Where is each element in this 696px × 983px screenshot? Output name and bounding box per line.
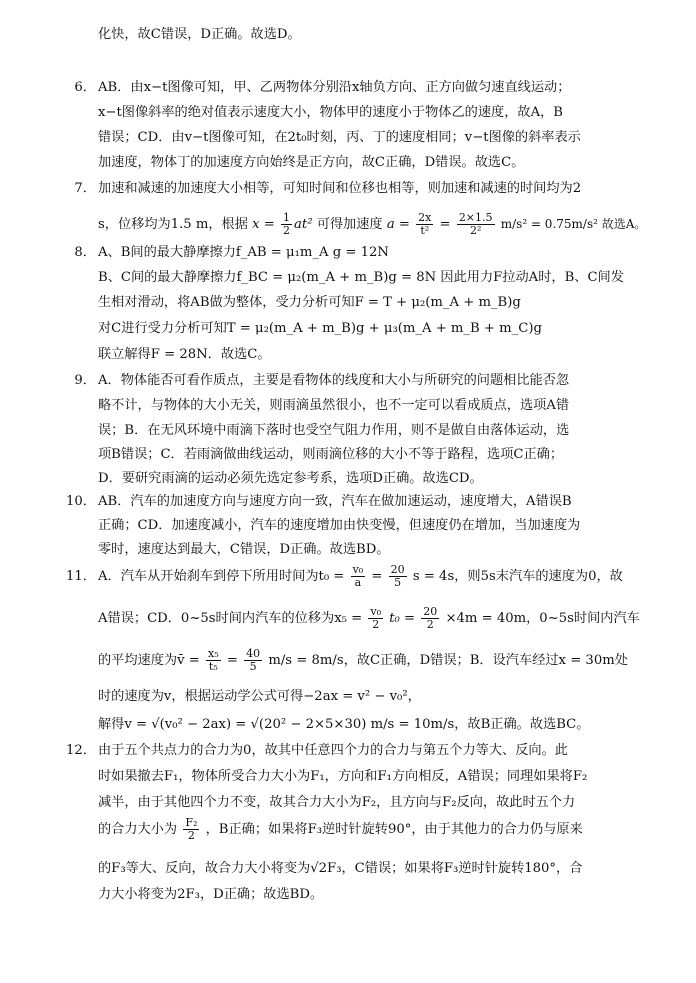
- formula-line: [98, 815, 583, 845]
- formula-line: [98, 604, 640, 634]
- text-fragment: s = 4s，则5s末汽车的速度为0，故: [412, 569, 623, 584]
- text-fragment: 的合力大小为: [98, 822, 178, 837]
- formula-line: [98, 646, 628, 676]
- item-number: 6．: [74, 80, 96, 95]
- text-line: 减半，由于其他四个力不变，故其合力大小为F₂，且方向与F₂反向，故此时五个力: [98, 795, 576, 810]
- text-line: A．物体能否可看作质点，主要是看物体的线度和大小与所研究的问题相比能否忽: [98, 373, 570, 388]
- formula-line: [98, 207, 646, 242]
- text-line: AB．汽车的加速度方向与速度方向一致，汽车在做加速运动，速度增大，A错误B: [98, 494, 572, 509]
- formula-fragment: =: [226, 653, 238, 668]
- text-fragment: A错误；CD．0~5s时间内汽车的位移为x₅ =: [98, 611, 363, 626]
- text-line: 误；B．在无风环境中雨滴下落时也受空气阻力作用，则不是做自由落体运动，选: [98, 423, 570, 438]
- fraction: $\frac{20}{2}$: [423, 605, 438, 631]
- item-number: 12．: [66, 743, 96, 758]
- text-line: 解得v = √(v₀² − 2ax) = √(20² − 2×5×30) m/s = 10m/s，故B正确。故选BC。: [98, 717, 590, 732]
- fraction: $\frac{20}{5}$: [390, 563, 405, 589]
- formula-fragment: at²: [294, 217, 313, 232]
- item-number: 8．: [74, 245, 96, 260]
- text-line: 时的速度为v，根据运动学公式可得−2ax = v² − v₀²，: [98, 689, 421, 704]
- text-line: x−t图像斜率的绝对值表示速度大小，物体甲的速度小于物体乙的速度，故A，B: [98, 105, 563, 120]
- text-line: AB．由x−t图像可知，甲、乙两物体分别沿x轴负方向、正方向做匀速直线运动；: [98, 80, 571, 95]
- text-line: 零时，速度达到最大，C错误，D正确。故选BD。: [98, 542, 390, 557]
- text-fragment: A．汽车从开始刹车到停下所用时间为t₀ =: [98, 569, 345, 584]
- text-line: 化快，故C错误，D正确。故选D。: [98, 27, 301, 42]
- text-line: 错误；CD．由v−t图像可知，在2t₀时刻，丙、丁的速度相同；v−t图像的斜率表示: [98, 130, 581, 145]
- text-line: 时如果撤去F₁，物体所受合力大小为F₁，方向和F₁方向相反，A错误；同理如果将F₂: [98, 769, 588, 784]
- text-fragment: m/s = 8m/s，故C正确，D错误；B．设汽车经过x = 30m处: [268, 653, 628, 668]
- formula-line: [98, 562, 623, 592]
- text-line: 联立解得F = 28N．故选C。: [98, 347, 271, 362]
- item-number: 10．: [66, 494, 96, 509]
- text-line: A、B间的最大静摩擦力f_AB = μ₁m_A g = 12N: [98, 245, 389, 260]
- item-number: 7．: [74, 181, 96, 196]
- text-fragment: 可得加速度: [316, 217, 383, 232]
- formula-fragment: =: [439, 217, 451, 232]
- text-fragment: ，B正确；如果将F₃逆时针旋转90°，由于其他力的合力仍与原来: [205, 822, 583, 837]
- fraction: $\frac{\text{v₀}}{a}$: [352, 563, 364, 589]
- fraction: $\frac{1}{2}$: [283, 211, 291, 237]
- text-line: 正确；CD．加速度减小，汽车的速度增加由快变慢，但速度仍在增加，当加速度为: [98, 518, 581, 533]
- text-line: 略不计，与物体的大小无关，则雨滴虽然很小，也不一定可以看成质点，选项A错: [98, 398, 570, 413]
- text-fragment: 的平均速度为v̄ =: [98, 653, 200, 668]
- fraction: $\frac{\text{v₀}}{2}$: [370, 605, 382, 631]
- formula-fragment: x =: [252, 217, 275, 232]
- text-fragment: s，位移均为1.5 m，根据: [98, 217, 248, 232]
- text-fragment: m/s² = 0.75m/s² 故选A。: [500, 217, 647, 231]
- text-line: 对C进行受力分析可知T = μ₂(m_A + m_B)g + μ₃(m_A + m_B + m_C)g: [98, 321, 542, 336]
- text-line: D．要研究雨滴的运动必须先选定参考系，选项D正确。故选CD。: [98, 471, 483, 486]
- text-fragment: ×4m = 40m，0~5s时间内汽车: [445, 611, 640, 626]
- text-line: 加速和减速的加速度大小相等，可知时间和位移也相等，则加速和减速的时间均为2: [98, 181, 582, 196]
- formula-fragment: a =: [386, 217, 410, 232]
- text-line: 生相对滑动，将AB做为整体，受力分析可知F = T + μ₂(m_A + m_B)g: [98, 295, 521, 310]
- text-line: 由于五个共点力的合力为0，故其中任意四个力的合力与第五个力等大、反向。此: [98, 743, 568, 758]
- formula-fragment: t₀ =: [389, 611, 416, 626]
- fraction: $\frac{\text{x₅}}{\text{t₅}}$: [208, 647, 219, 673]
- text-line: 加速度，物体丁的加速度方向始终是正方向，故C正确，D错误。故选C。: [98, 155, 525, 170]
- fraction: $\frac{2\times 1.5}{\text{2²}}$: [458, 211, 493, 237]
- formula-fragment: =: [371, 569, 383, 584]
- text-line: 项B错误；C．若雨滴做曲线运动，则雨滴位移的大小不等于路程，选项C正确；: [98, 447, 564, 462]
- fraction: $\frac{2x}{\text{t²}}$: [418, 211, 432, 237]
- text-line: 的F₃等大、反向，故合力大小将变为√2F₃，C错误；如果将F₃逆时针旋转180°，合: [98, 861, 583, 876]
- item-number: 11．: [66, 569, 96, 584]
- text-line: 力大小将变为2F₃，D正确；故选BD。: [98, 887, 324, 902]
- text-line: B、C间的最大静摩擦力f_BC = μ₂(m_A + m_B)g = 8N 因此用力F拉动A时，B、C间发: [98, 270, 624, 285]
- fraction: $\frac{\text{F₂}}{2}$: [185, 816, 198, 842]
- item-number: 9．: [74, 373, 96, 388]
- fraction: $\frac{40}{5}$: [246, 647, 261, 673]
